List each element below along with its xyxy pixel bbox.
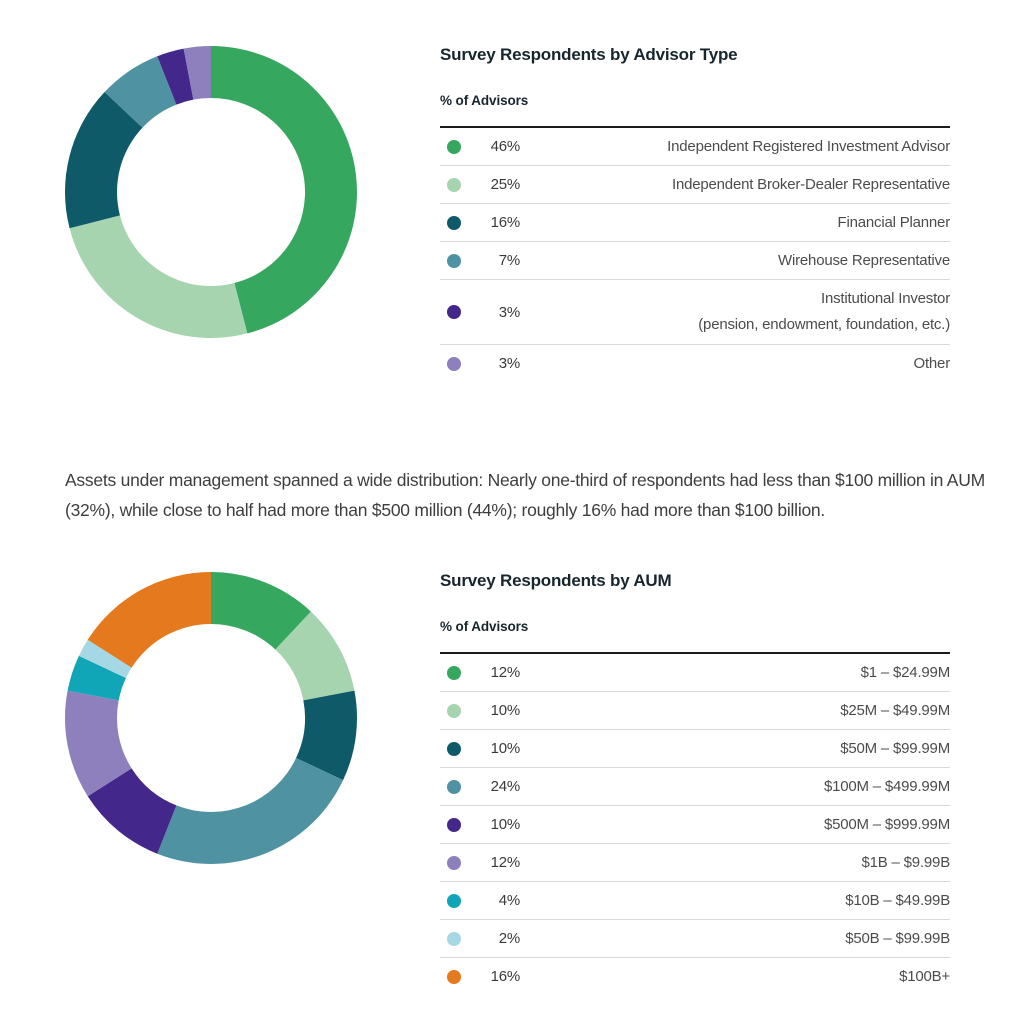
aum-distribution-paragraph: Assets under management spanned a wide distribution: Nearly one-third of respondents had less than $100 million in AUM (32%), while close to half had more than $500 million (44%); roughly 16% had more than $100 billion. — [65, 469, 985, 520]
legend-row — [440, 692, 950, 730]
legend-color-dot-icon — [447, 305, 461, 319]
legend-percent: 10% — [490, 702, 520, 719]
legend-label: $1B – $9.99B — [861, 853, 950, 871]
advisor-type-donut-chart — [63, 44, 359, 340]
legend-label: $50M – $99.99M — [840, 739, 950, 757]
legend-color-dot-icon — [447, 742, 461, 756]
legend-color-dot-icon — [447, 970, 461, 984]
legend-row — [440, 768, 950, 806]
chart-subtitle: % of Advisors — [440, 93, 529, 108]
aum-legend — [440, 570, 950, 995]
legend-color-dot-icon — [447, 856, 461, 870]
legend-label: $100B+ — [899, 967, 950, 985]
legend-label: $1 – $24.99M — [860, 663, 950, 681]
legend-percent: 16% — [490, 968, 520, 985]
legend-color-dot-icon — [447, 357, 461, 371]
legend-color-dot-icon — [447, 178, 461, 192]
legend-label: $25M – $49.99M — [840, 701, 950, 719]
legend-label: $500M – $999.99M — [823, 815, 950, 833]
legend-label: $10B – $49.99B — [845, 891, 950, 909]
chart-title: Survey Respondents by AUM — [440, 571, 672, 590]
legend-percent: 3% — [498, 355, 520, 372]
legend-row — [440, 128, 950, 166]
donut-segment — [70, 215, 248, 338]
legend-row — [440, 280, 950, 345]
legend-label: Wirehouse Representative — [778, 251, 950, 269]
legend-percent: 4% — [498, 892, 520, 909]
legend-row — [440, 166, 950, 204]
donut-segment — [157, 758, 343, 864]
legend-percent: 12% — [490, 854, 520, 871]
legend-color-dot-icon — [447, 780, 461, 794]
chart-subtitle: % of Advisors — [440, 619, 529, 634]
legend-label: Other — [913, 354, 950, 372]
legend-label: $50B – $99.99B — [845, 929, 950, 947]
legend-row — [440, 242, 950, 280]
legend-color-dot-icon — [447, 704, 461, 718]
legend-color-dot-icon — [447, 818, 461, 832]
legend-row — [440, 882, 950, 920]
legend-row — [440, 345, 950, 382]
legend-percent: 46% — [490, 138, 520, 155]
legend-color-dot-icon — [447, 932, 461, 946]
legend-color-dot-icon — [447, 140, 461, 154]
legend-row — [440, 958, 950, 995]
legend-color-dot-icon — [447, 216, 461, 230]
legend-rows — [440, 128, 950, 382]
legend-percent: 10% — [490, 740, 520, 757]
legend-percent: 10% — [490, 816, 520, 833]
aum-donut-chart — [63, 570, 359, 866]
legend-label: Financial Planner — [837, 213, 950, 231]
legend-row — [440, 730, 950, 768]
legend-color-dot-icon — [447, 666, 461, 680]
chart-title: Survey Respondents by Advisor Type — [440, 45, 738, 64]
legend-label: Institutional Investor (pension, endowment, foundation, etc.) — [698, 290, 950, 333]
legend-percent: 24% — [490, 778, 520, 795]
legend-color-dot-icon — [447, 894, 461, 908]
legend-label: Independent Registered Investment Advisor — [667, 137, 950, 155]
legend-label: Independent Broker-Dealer Representative — [671, 175, 950, 193]
legend-percent: 25% — [490, 176, 520, 193]
legend-percent: 16% — [490, 214, 520, 231]
legend-color-dot-icon — [447, 254, 461, 268]
legend-row — [440, 654, 950, 692]
legend-row — [440, 806, 950, 844]
legend-row — [440, 920, 950, 958]
legend-row — [440, 204, 950, 242]
legend-percent: 7% — [498, 252, 520, 269]
legend-percent: 12% — [490, 664, 520, 681]
legend-percent: 3% — [498, 303, 520, 321]
legend-row — [440, 844, 950, 882]
legend-label: $100M – $499.99M — [823, 777, 950, 795]
legend-percent: 2% — [498, 930, 520, 947]
advisor-type-legend — [440, 44, 950, 382]
legend-rows — [440, 654, 950, 995]
